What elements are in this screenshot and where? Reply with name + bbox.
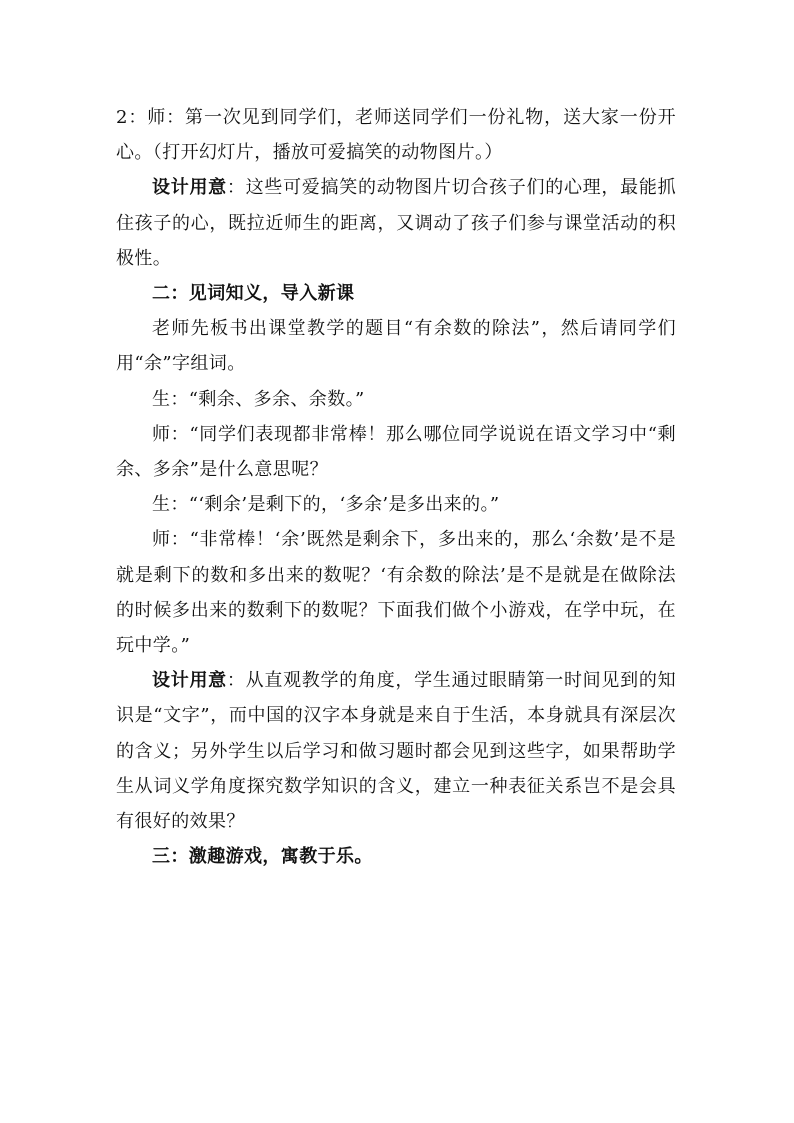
paragraph-student-answer-2: 生：“‘剩余’是剩下的，‘多余’是多出来的。”: [152, 494, 500, 516]
design-purpose-text: ：从直观教学的角度，学生通过眼睛第一时间见到的知识是“文字”，而中国的汉字本身就是来自于生活，本身就具有深层次的含义；另外学生以后学习和做习题时都会见到这些字，如果帮助学生从词义学角度探究数学知识的含义，建立一种表征关系岂不是会具有很好的效果？: [116, 670, 676, 833]
design-purpose-label: 设计用意: [152, 670, 227, 692]
paragraph-teacher-question: 师：“同学们表现都非常棒！那么哪位同学说说在语文学习中“剩余、多余”是什么意思呢？: [116, 423, 676, 481]
paragraph-blackboard-title: 老师先板书出课堂教学的题目“有余数的除法”，然后请同学们用“余”字组词。: [116, 318, 676, 375]
paragraph-teacher-gift: 2：师：第一次见到同学们，老师送同学们一份礼物，送大家一份开心。（打开幻灯片，播放可爱搞笑的动物图片。）: [116, 107, 676, 164]
paragraph-student-answer-1: 生：“剩余、多余、余数。”: [152, 388, 365, 410]
document-body: [116, 100, 676, 874]
design-purpose-label: 设计用意: [152, 177, 227, 199]
paragraph-design-purpose-1: [116, 170, 676, 276]
design-purpose-text: ：这些可爱搞笑的动物图片切合孩子们的心理，最能抓住孩子的心，既拉近师生的距离，又调动了孩子们参与课堂活动的积极性。: [116, 177, 676, 269]
section-heading-3: 三：激趣游戏，寓教于乐。: [152, 846, 373, 868]
paragraph-teacher-explanation: 师：“非常棒！‘余’既然是剩余下，多出来的，那么‘余数’是不是就是剩下的数和多出来的数呢？‘有余数的除法’是不是就是在做除法的时候多出来的数剩下的数呢？下面我们做个小游戏，在学中玩，在玩中学。”: [116, 529, 676, 657]
paragraph-design-purpose-2: [116, 663, 676, 839]
section-heading-2: 二：见词知义，导入新课: [152, 283, 355, 305]
